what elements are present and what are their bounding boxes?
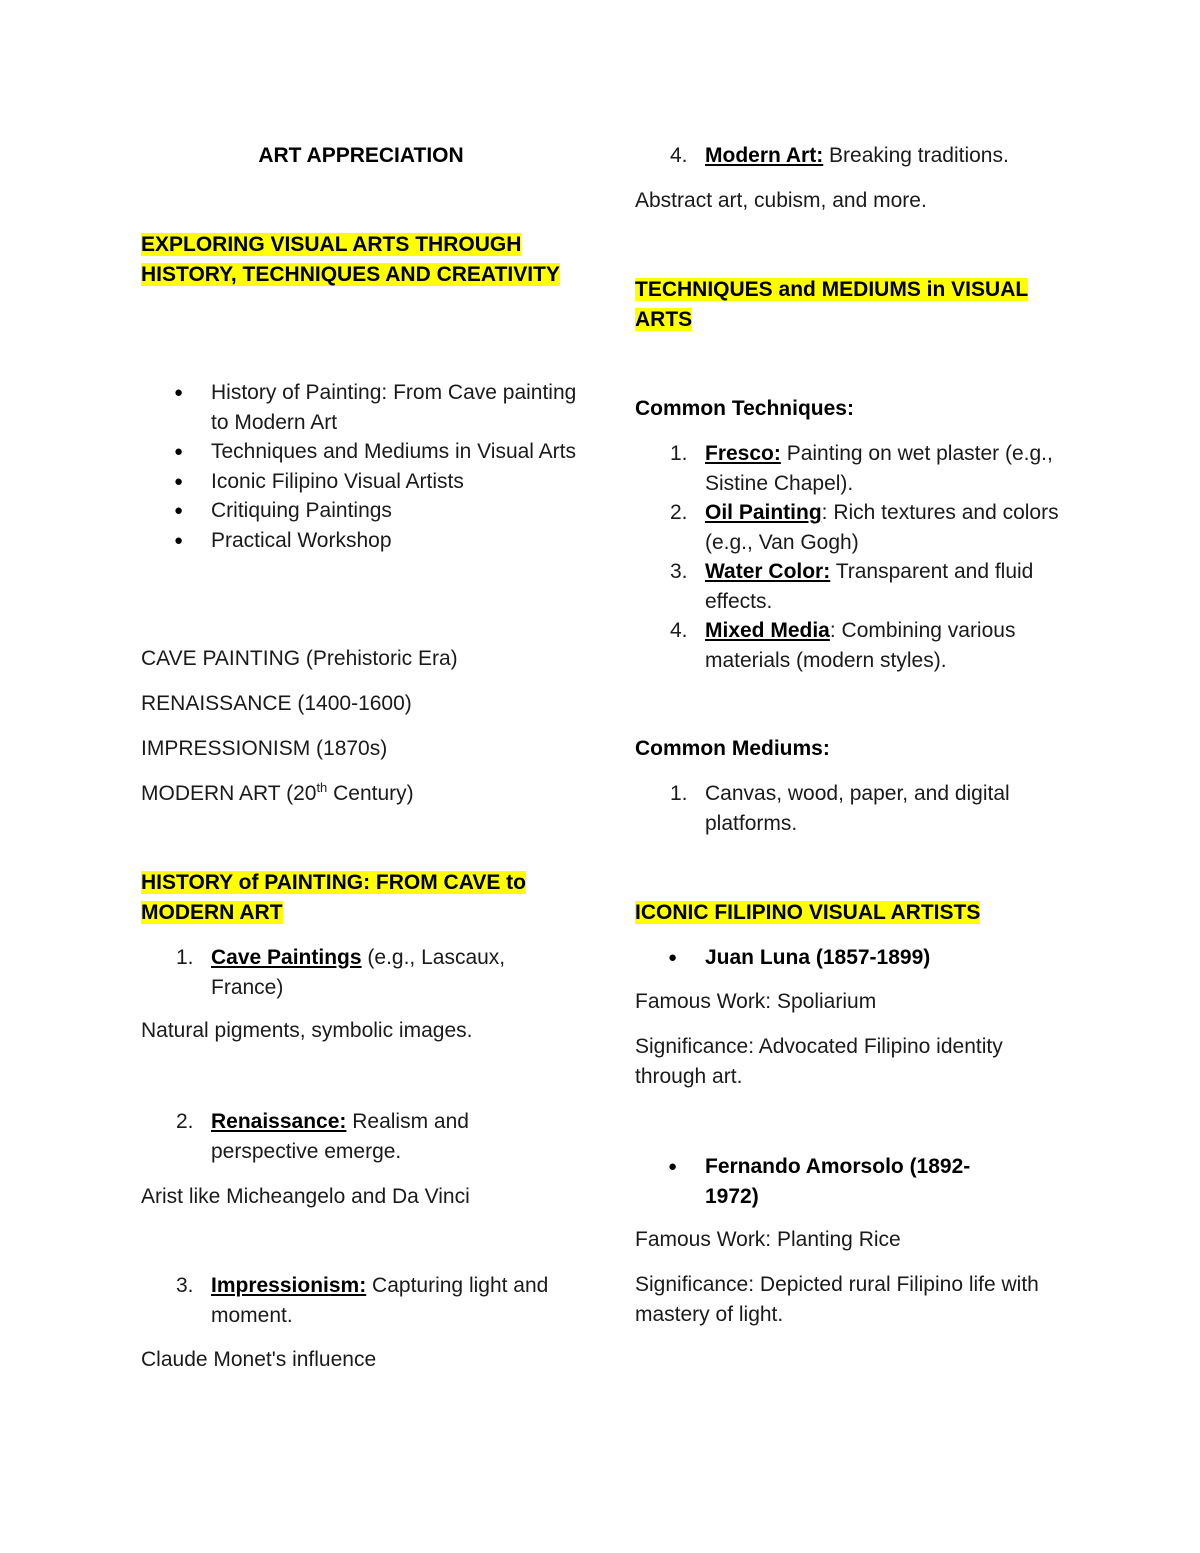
topics-list	[141, 378, 581, 555]
list-term: Renaissance:	[211, 1110, 347, 1133]
list-number: 3.	[670, 560, 688, 583]
list-item	[141, 943, 581, 1002]
list-term: Water Color:	[705, 560, 831, 583]
list-text: Capturing light and moment.	[211, 1274, 549, 1327]
era-line-modern	[141, 779, 581, 809]
highlight-heading: HISTORY of PAINTING: FROM CAVE to MODERN ART	[141, 871, 526, 924]
section-heading-exploring	[141, 230, 581, 289]
artist-work: Famous Work: Spoliarium	[635, 990, 877, 1013]
list-item-text: History of Painting: From Cave painting to Modern Art	[211, 381, 577, 434]
superscript: th	[316, 780, 328, 795]
artist-juan-luna	[635, 943, 1075, 973]
list-item-text: Techniques and Mediums in Visual Arts	[211, 440, 576, 463]
list-item	[141, 378, 581, 437]
list-item	[635, 498, 1075, 557]
list-term: Impressionism:	[211, 1274, 367, 1297]
era-line: CAVE PAINTING (Prehistoric Era)	[141, 647, 458, 670]
list-number: 1.	[670, 782, 688, 805]
mediums-list	[635, 779, 1075, 838]
list-text: Breaking traditions.	[823, 144, 1009, 167]
history-item-2	[141, 1107, 581, 1166]
list-item	[141, 467, 581, 497]
highlight-heading: TECHNIQUES and MEDIUMS in VISUAL ARTS	[635, 278, 1029, 331]
era-text: Century)	[327, 782, 414, 805]
section-heading-artists	[635, 898, 1075, 928]
list-item-text: Critiquing Paintings	[211, 499, 392, 522]
era-line: RENAISSANCE (1400-1600)	[141, 692, 412, 715]
list-text: : Combining various materials (modern styles).	[705, 619, 1016, 672]
artist-work: Famous Work: Planting Rice	[635, 1228, 901, 1251]
list-number: 4.	[670, 619, 688, 642]
artist-name: ● Fernando Amorsolo (1892-1972)	[635, 1152, 1075, 1211]
document-title: ART APPRECIATION	[258, 144, 464, 167]
list-item	[635, 616, 1075, 675]
highlight-heading: EXPLORING VISUAL ARTS THROUGH HISTORY, TECHNIQUES AND CREATIVITY	[141, 233, 560, 286]
section-heading-history	[141, 868, 581, 927]
section-heading-techniques	[635, 275, 1075, 334]
techniques-heading: Common Techniques:	[635, 397, 854, 420]
artist-fernando-amorsolo	[635, 1152, 1075, 1211]
list-term: Fresco:	[705, 442, 781, 465]
list-text: : Rich textures and colors (e.g., Van Gogh)	[705, 501, 1059, 554]
list-item	[141, 437, 581, 467]
history-item-1	[141, 943, 581, 1002]
era-line: IMPRESSIONISM (1870s)	[141, 737, 388, 760]
list-item	[635, 557, 1075, 616]
list-text: Transparent and fluid effects.	[705, 560, 1034, 613]
list-term: Cave Paintings	[211, 946, 362, 969]
list-item	[635, 439, 1075, 498]
list-number: 2.	[176, 1110, 194, 1133]
list-text: Painting on wet plaster (e.g., Sistine Chapel).	[705, 442, 1053, 495]
list-term: Oil Painting	[705, 501, 822, 524]
list-item-text: Practical Workshop	[211, 528, 392, 552]
history-note: Claude Monet's influence	[141, 1348, 377, 1371]
artist-significance: Significance: Depicted rural Filipino life with mastery of light.	[635, 1273, 1039, 1326]
history-item-4	[635, 141, 1075, 171]
list-number: 1.	[670, 442, 688, 465]
history-item-3	[141, 1271, 581, 1330]
techniques-list	[635, 439, 1075, 675]
mediums-heading: Common Mediums:	[635, 737, 830, 760]
list-text: (e.g., Lascaux, France)	[211, 946, 506, 999]
artist-name: ● Juan Luna (1857-1899)	[635, 943, 1075, 973]
history-note: Natural pigments, symbolic images.	[141, 1019, 473, 1042]
history-note: Arist like Micheangelo and Da Vinci	[141, 1185, 470, 1208]
highlight-heading: ICONIC FILIPINO VISUAL ARTISTS	[635, 901, 981, 924]
list-item	[141, 496, 581, 526]
list-item-text: Iconic Filipino Visual Artists	[211, 469, 464, 493]
list-number: 3.	[176, 1274, 194, 1297]
history-note: Abstract art, cubism, and more.	[635, 189, 927, 212]
list-item	[141, 1107, 581, 1166]
artist-significance: Significance: Advocated Filipino identity through art.	[635, 1035, 1003, 1088]
era-text: MODERN ART (20	[141, 782, 317, 805]
list-item	[141, 1271, 581, 1330]
list-item	[635, 141, 1075, 171]
list-number: 4.	[670, 144, 688, 167]
list-number: 1.	[176, 946, 194, 969]
list-text: Realism and perspective emerge.	[211, 1110, 469, 1163]
list-number: 2.	[670, 501, 688, 524]
list-term: Modern Art:	[705, 144, 824, 167]
list-item	[141, 526, 581, 556]
list-text: Canvas, wood, paper, and digital platforms.	[705, 782, 1010, 835]
list-term: Mixed Media	[705, 619, 830, 642]
list-item	[635, 779, 1075, 838]
